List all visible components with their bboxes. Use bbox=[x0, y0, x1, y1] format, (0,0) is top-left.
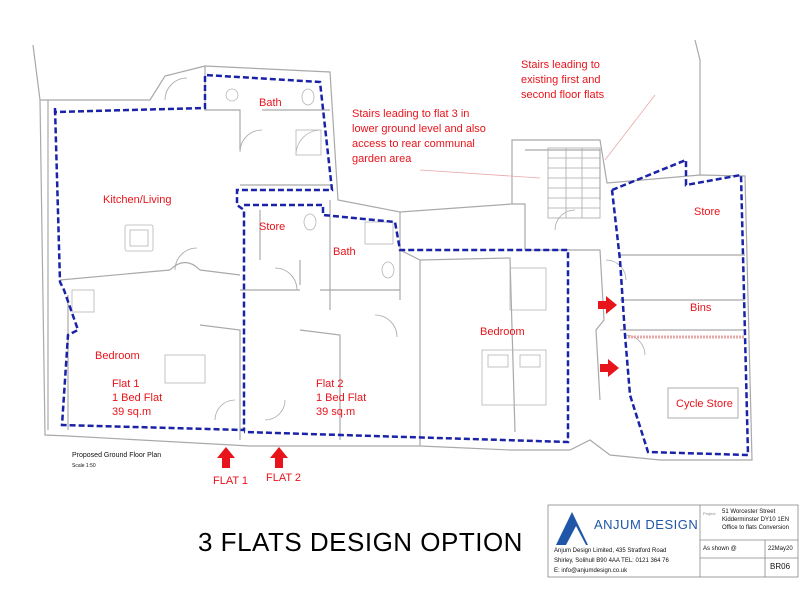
drawing-number: BR06 bbox=[770, 562, 791, 571]
company-email: E: info@anjumdesign.co.uk bbox=[554, 568, 628, 574]
flat1-type: 1 Bed Flat bbox=[112, 392, 163, 404]
room-kitchen-living: Kitchen/Living bbox=[103, 194, 172, 206]
project-line-1: 51 Worcester Street bbox=[722, 509, 776, 515]
stairs bbox=[548, 148, 600, 218]
annotation-line: access to rear communal bbox=[352, 138, 475, 150]
room-store-right: Store bbox=[694, 206, 721, 218]
entrance-arrow-flat1 bbox=[217, 447, 235, 468]
room-bath-top: Bath bbox=[259, 97, 282, 109]
room-cycle-store: Cycle Store bbox=[676, 398, 733, 410]
annotation-line: Stairs leading to bbox=[521, 59, 600, 71]
flat1-area: 39 sq.m bbox=[112, 406, 152, 418]
room-store-left: Store bbox=[259, 221, 286, 233]
entrance-label-flat2: FLAT 2 bbox=[266, 472, 302, 484]
flat2-type: 1 Bed Flat bbox=[316, 392, 367, 404]
annotation-line: Stairs leading to flat 3 in bbox=[352, 108, 470, 120]
project-line-3: Office to flats Conversion bbox=[722, 525, 789, 531]
drawing-date: 22May20 bbox=[768, 546, 793, 552]
company-address: Shirley, Solihull B90 4AA TEL: 0121 364 76 bbox=[554, 558, 669, 564]
annotation-line: lower ground level and also bbox=[352, 123, 486, 135]
room-bedroom-left: Bedroom bbox=[95, 350, 140, 362]
entrance-label-flat1: FLAT 1 bbox=[213, 475, 249, 487]
scale-text: As shown @ bbox=[703, 546, 737, 552]
project-label: Project bbox=[703, 511, 716, 516]
room-bath-mid: Bath bbox=[333, 246, 356, 258]
drawing-scale: Scale 1:50 bbox=[72, 463, 96, 469]
annotation-stairs-upper bbox=[521, 58, 604, 103]
flat2-name: Flat 2 bbox=[316, 378, 344, 390]
flat1-name: Flat 1 bbox=[112, 378, 140, 390]
flat2-area: 39 sq.m bbox=[316, 406, 356, 418]
anjum-logo-icon bbox=[556, 512, 588, 545]
annotation-stairs-flat3 bbox=[352, 107, 486, 167]
room-bins: Bins bbox=[690, 302, 712, 314]
project-line-2: Kidderminster DY10 1EN bbox=[722, 517, 790, 523]
room-bedroom-right: Bedroom bbox=[480, 326, 525, 338]
logo-text: ANJUM DESIGN bbox=[594, 517, 699, 532]
drawing-name: Proposed Ground Floor Plan bbox=[72, 452, 162, 459]
annotation-line: garden area bbox=[352, 153, 412, 165]
annotation-line: second floor flats bbox=[521, 89, 605, 101]
arrow-right-bins bbox=[598, 296, 617, 314]
entrance-arrow-flat2 bbox=[270, 447, 288, 468]
company-name: Anjum Design Limited, 435 Stratford Road bbox=[554, 548, 667, 554]
arrow-right-cycle bbox=[600, 359, 619, 377]
page-title: 3 FLATS DESIGN OPTION bbox=[198, 527, 523, 557]
annotation-line: existing first and bbox=[521, 74, 601, 86]
